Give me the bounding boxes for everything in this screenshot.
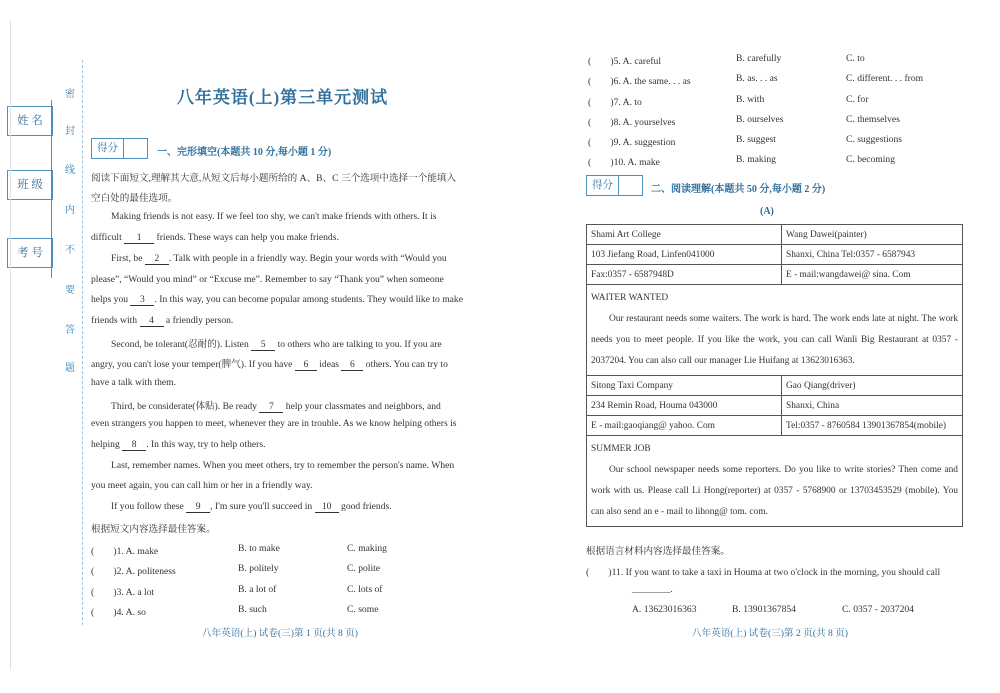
blank-6: 6 xyxy=(341,359,363,371)
blank-6: 6 xyxy=(295,359,317,371)
binding-line xyxy=(51,100,56,278)
class-label: 班 级 xyxy=(7,170,53,200)
ad-cell: 103 Jiefang Road, Linfen041000 xyxy=(587,245,782,265)
seal-char: 内 xyxy=(65,205,75,216)
ad-cell: Wang Dawei(painter) xyxy=(782,225,963,245)
passage-line: Last, remember names. When you meet others, try to remember the person's name. When xyxy=(111,460,455,471)
blank-5: 5 xyxy=(251,339,275,351)
ad-cell: E - mail:gaoqiang@ yahoo. Com xyxy=(587,416,782,436)
blank-8: 8 xyxy=(122,439,146,451)
ad-cell: Fax:0357 - 6587948D xyxy=(587,265,782,285)
choose-instruction: 根据语言材料内容选择最佳答案。 xyxy=(586,546,730,557)
blank-4: 4 xyxy=(140,315,164,327)
option-b: B. with xyxy=(736,94,765,105)
section-heading: 二、阅读理解(本题共 50 分,每小题 2 分) xyxy=(651,184,826,195)
blank-3: 3 xyxy=(130,294,154,306)
seal-char: 要 xyxy=(65,285,75,296)
passage-line: have a talk with them. xyxy=(91,377,176,388)
ad-cell: 234 Remin Road, Houma 043000 xyxy=(587,396,782,416)
option-b: B. making xyxy=(736,154,776,165)
part-label: (A) xyxy=(760,206,774,217)
option-a: ( )5. A. careful xyxy=(588,56,661,67)
passage-text: If you follow these xyxy=(111,501,184,512)
seal-line xyxy=(82,60,83,625)
page-title: 八年英语(上)第三单元测试 xyxy=(176,88,389,107)
passage-text: Second, be tolerant(忍耐的). Listen xyxy=(111,339,249,350)
option-b: B. a lot of xyxy=(238,584,277,595)
blank-10: 10 xyxy=(315,501,339,513)
option-b: B. to make xyxy=(238,543,280,554)
ads-table xyxy=(586,224,963,527)
passage-text: a friendly person. xyxy=(165,315,234,326)
passage-line xyxy=(111,336,442,351)
option-c: C. different. . . from xyxy=(846,73,924,84)
passage-text: friends with xyxy=(91,315,138,326)
passage-text: to others who are talking to you. If you are xyxy=(277,339,442,350)
option-a: ( )10. A. make xyxy=(588,157,660,168)
passage-text: . In this way, try to help others. xyxy=(146,439,266,450)
passage-line xyxy=(111,398,441,413)
score-label: 得分 xyxy=(592,180,613,191)
number-label: 考 号 xyxy=(7,238,53,268)
seal-char: 封 xyxy=(65,126,75,137)
ad-cell: Gao Qiang(driver) xyxy=(782,376,963,396)
score-box xyxy=(586,175,643,196)
passage-line xyxy=(91,232,339,244)
ad-title: SUMMER JOB xyxy=(591,444,651,454)
option-c: C. some xyxy=(347,604,379,615)
section-heading: 一、完形填空(本题共 10 分,每小题 1 分) xyxy=(157,147,332,158)
passage-text: . In this way, you can become popular among students. They would like to make xyxy=(154,294,463,305)
option-b: B. ourselves xyxy=(736,114,784,125)
passage-text: . Talk with people in a friendly way. Begin your words with “Would you xyxy=(168,253,447,264)
option-b: B. politely xyxy=(238,563,279,574)
option-a: ( )7. A. to xyxy=(588,97,642,108)
passage-text: ideas xyxy=(319,359,339,370)
passage-text: , I'm sure you'll succeed in xyxy=(210,501,313,512)
option-b: B. such xyxy=(238,604,267,615)
blank-1: 1 xyxy=(124,232,154,244)
passage-text: help your classmates and neighbors, and xyxy=(285,401,441,412)
passage-line: even strangers you happen to meet, whenever they are in trouble. As we know helping others is xyxy=(91,418,457,429)
passage-line xyxy=(91,315,233,327)
option-c: C. 0357 - 2037204 xyxy=(842,604,914,615)
instruction-text: 阅读下面短文,理解其大意,从短文后每小题所给的 A、B、C 三个选项中选择一个能填入 xyxy=(91,173,457,184)
option-b: B. carefully xyxy=(736,53,782,64)
passage-line xyxy=(91,439,265,451)
passage-line xyxy=(111,501,392,513)
passage-text: good friends. xyxy=(341,501,392,512)
page-edge xyxy=(10,20,11,670)
option-c: C. becoming xyxy=(846,154,896,165)
passage-text: helps you xyxy=(91,294,129,305)
waiter-ad xyxy=(587,285,963,376)
ad-title: WAITER WANTED xyxy=(591,293,669,303)
blank-9: 9 xyxy=(186,501,210,513)
option-a: ( )1. A. make xyxy=(91,546,159,557)
score-box xyxy=(91,138,148,159)
option-a: ( )2. A. politeness xyxy=(91,566,176,577)
passage-line xyxy=(91,294,463,306)
seal-char: 题 xyxy=(65,363,75,374)
option-c: C. for xyxy=(846,94,869,105)
option-c: C. to xyxy=(846,53,865,64)
blank-2: 2 xyxy=(145,253,169,265)
passage-text: difficult xyxy=(91,232,122,243)
ad-cell: Shanxi, China Tel:0357 - 6587943 xyxy=(782,245,963,265)
option-a: ( )8. A. yourselves xyxy=(588,117,676,128)
ad-cell: Tel:0357 - 8760584 13901367854(mobile) xyxy=(782,416,963,436)
ad-text: Our restaurant needs some waiters. The work is hard. The work ends late at night. The work needs you to meet people. If you like the work, you can call Wanli Big Restaurant at 0357 - 2037204. You can also call our manager Lie Huifang at 13623016363. xyxy=(591,314,958,366)
passage-line: you meet again, you can call him or her in a friendly way. xyxy=(91,480,313,491)
seal-char: 不 xyxy=(65,245,75,256)
option-b: B. suggest xyxy=(736,134,776,145)
instruction-text: 空白处的最佳选项。 xyxy=(91,193,178,204)
seal-char: 答 xyxy=(65,325,75,336)
page-footer: 八年英语(上) 试卷(三)第 1 页(共 8 页) xyxy=(202,628,358,639)
passage-line: please”, “Would you mind” or “Excuse me”. Remember to say “Thank you” when someone xyxy=(91,274,444,285)
choose-instruction: 根据短文内容选择最佳答案。 xyxy=(91,524,216,535)
option-c: C. themselves xyxy=(846,114,900,125)
option-b: B. as. . . as xyxy=(736,73,778,84)
option-a: ( )9. A. suggestion xyxy=(588,137,676,148)
passage-text: angry, you can't lose your temper(脾气). If you have xyxy=(91,359,293,370)
option-c: C. suggestions xyxy=(846,134,902,145)
name-label: 姓 名 xyxy=(7,106,53,136)
passage-text: friends. These ways can help you make friends. xyxy=(156,232,339,243)
passage-line xyxy=(91,356,448,371)
summer-ad xyxy=(587,436,963,527)
passage-text: helping xyxy=(91,439,120,450)
seal-char: 线 xyxy=(65,165,75,176)
passage-text: others. You can try to xyxy=(365,359,448,370)
page-footer: 八年英语(上) 试卷(三)第 2 页(共 8 页) xyxy=(692,628,848,639)
ad-text: Our school newspaper needs some reporters. Do you like to write stories? Then come and work with us. Please call Li Hong(reporter) at 0357 - 5768900 or 13703453529 (mobile). You can also send an e - mail to lihong@ tom. com. xyxy=(591,465,958,517)
ad-cell: Sitong Taxi Company xyxy=(587,376,782,396)
passage-line: Making friends is not easy. If we feel too shy, we can't make friends with others. It is xyxy=(111,211,437,222)
option-a: ( )6. A. the same. . . as xyxy=(588,76,691,87)
option-a: ( )4. A. so xyxy=(91,607,146,618)
ad-cell: E - mail:wangdawei@ sina. Com xyxy=(782,265,963,285)
option-a: A. 13623016363 xyxy=(632,604,697,615)
question-11[interactable]: ( )11. If you want to take a taxi in Houma at two o'clock in the morning, you should call xyxy=(586,567,941,578)
option-c: C. making xyxy=(347,543,387,554)
option-b: B. 13901367854 xyxy=(732,604,796,615)
score-label: 得分 xyxy=(97,143,118,154)
ad-cell: Shanxi, China xyxy=(782,396,963,416)
passage-text: Third, be considerate(体贴). Be ready xyxy=(111,401,257,412)
answer-blank: ________. xyxy=(632,584,673,595)
option-c: C. lots of xyxy=(347,584,383,595)
option-c: C. polite xyxy=(347,563,381,574)
seal-char: 密 xyxy=(65,89,75,100)
passage-line xyxy=(111,253,447,265)
option-a: ( )3. A. a lot xyxy=(91,587,155,598)
blank-7: 7 xyxy=(259,401,283,413)
ad-cell: Shami Art College xyxy=(587,225,782,245)
passage-text: First, be xyxy=(111,253,143,264)
